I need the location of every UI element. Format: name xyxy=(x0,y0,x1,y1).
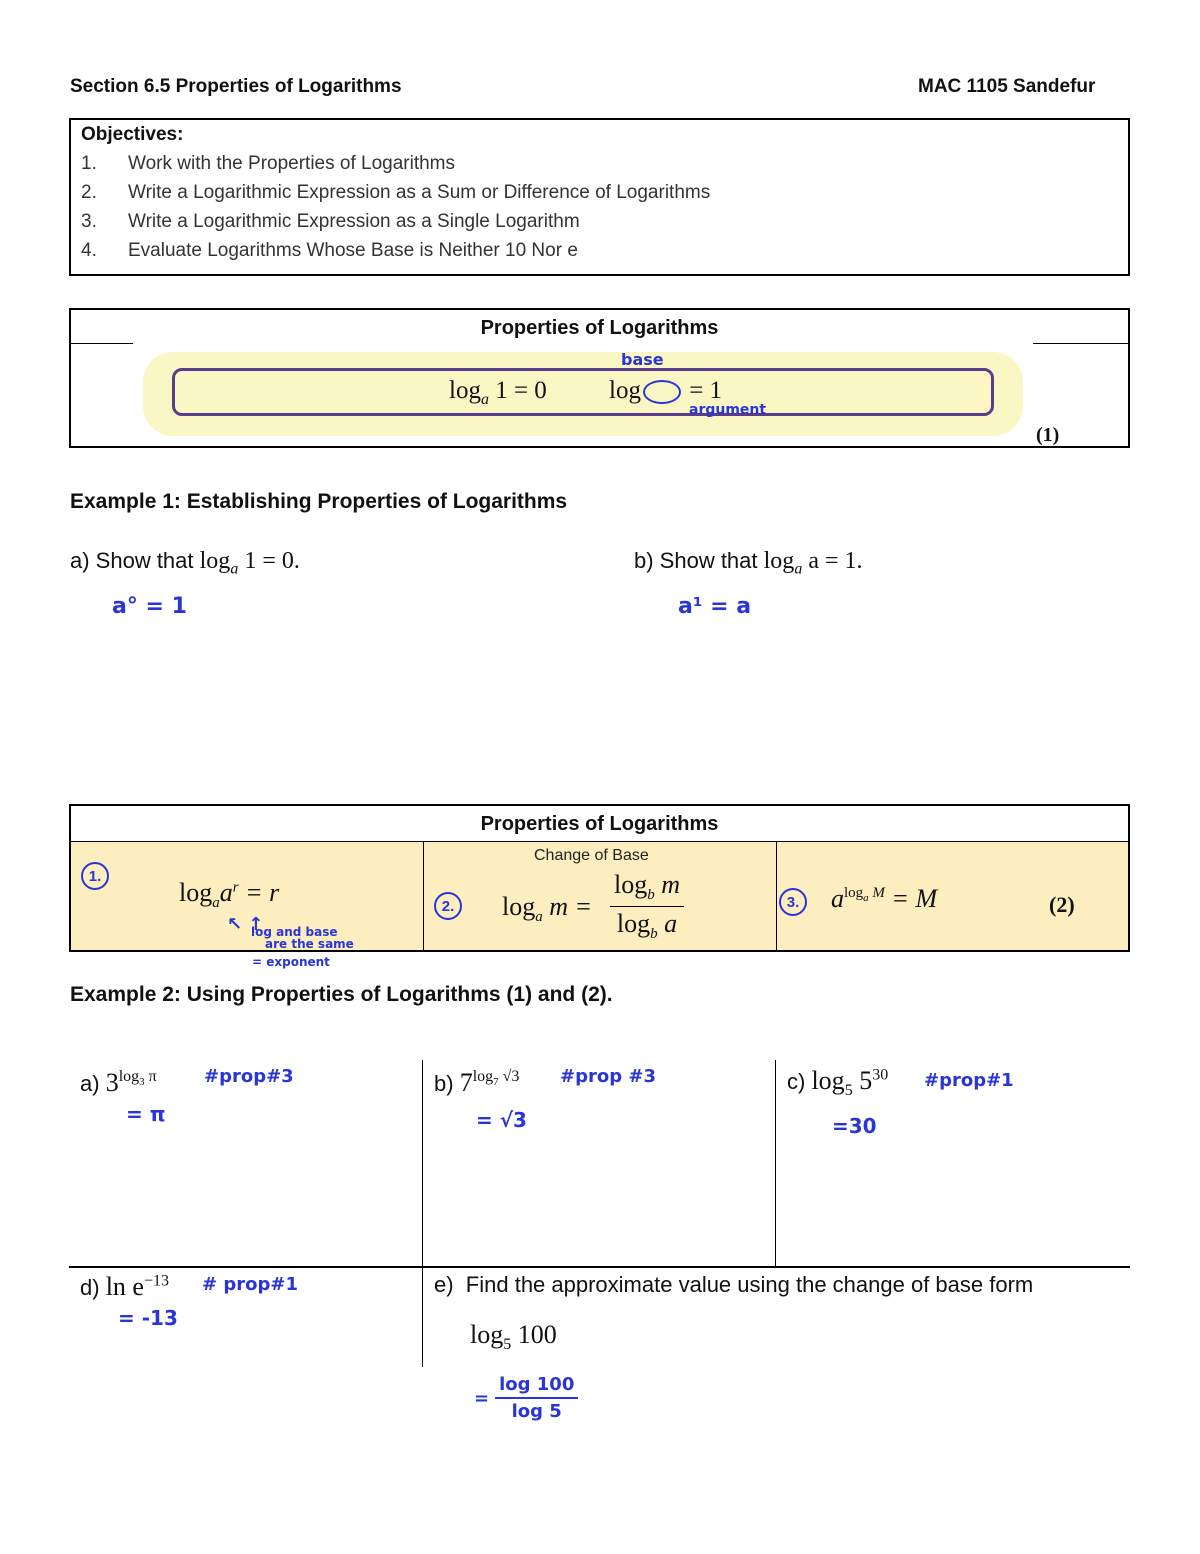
example-2e: e) Find the approximate value using the change of base form xyxy=(434,1272,1034,1297)
property-cell-2 xyxy=(424,842,777,950)
objective-number: 3. xyxy=(81,211,97,232)
grid-row-rule xyxy=(69,1266,1130,1268)
example-2c-answer: =30 xyxy=(832,1114,877,1138)
example-2c: c) $\log_5 5^{30}$ xyxy=(787,1066,889,1100)
properties-title: Properties of Logarithms xyxy=(480,317,719,339)
objective-item xyxy=(81,149,1118,178)
arrow-icon: ↖ ↑ xyxy=(227,914,264,935)
objective-number: 2. xyxy=(81,182,97,203)
equation-tag-1: (1) xyxy=(1036,424,1060,446)
identity-log-a: log = 1 xyxy=(609,377,723,404)
number-three-icon: 3. xyxy=(779,888,807,916)
objective-text: Write a Logarithmic Expression as a Single Logarithm xyxy=(128,211,580,232)
example-2d-note: # prop#1 xyxy=(202,1274,298,1295)
course-label: MAC 1105 Sandefur xyxy=(918,76,1096,97)
example-2d-answer: = -13 xyxy=(118,1306,178,1330)
identity-log-1: $\log_a 1 = 0$ xyxy=(449,377,547,408)
property-cell-1 xyxy=(71,842,424,950)
objective-number: 1. xyxy=(81,153,97,174)
example-1a: a) Show that $\log_a 1 = 0$. xyxy=(70,548,300,578)
example-2c-note: #prop#1 xyxy=(924,1070,1014,1091)
objective-item xyxy=(81,178,1118,207)
property-1-note: log and base are the same xyxy=(251,925,354,951)
objective-text: Work with the Properties of Logarithms xyxy=(128,153,456,174)
property-3-formula: $a^{log_a M} = M$ xyxy=(831,884,938,913)
example-2b: b) $7^{log_7 √3}$ xyxy=(434,1068,520,1097)
example-1b: b) Show that $\log_a a = 1$. xyxy=(634,548,863,578)
example-2a-answer: = π xyxy=(126,1102,166,1126)
objective-text: Write a Logarithmic Expression as a Sum or Difference of Logarithms xyxy=(128,182,711,203)
objective-item xyxy=(81,207,1118,236)
objectives-box xyxy=(69,118,1130,276)
example-2b-note: #prop #3 xyxy=(560,1066,656,1087)
properties-box-2 xyxy=(69,804,1130,952)
grid-divider-1 xyxy=(422,1060,423,1367)
rule-right xyxy=(1033,343,1128,344)
properties-box-1 xyxy=(69,308,1130,448)
example-1-title: Example 1: Establishing Properties of Logarithms xyxy=(70,490,568,513)
change-of-base-caption: Change of Base xyxy=(534,847,649,864)
objective-text: Evaluate Logarithms Whose Base is Neither 10 Nor e xyxy=(128,240,578,261)
example-2-title: Example 2: Using Properties of Logarithms (1) and (2). xyxy=(70,983,613,1006)
property-cell-3 xyxy=(777,842,1128,950)
properties-title-2: Properties of Logarithms xyxy=(480,813,719,835)
property-2-fraction: $\frac{\log_b m}{\log_b a}$ xyxy=(610,870,684,943)
example-1b-work: a¹ = a xyxy=(678,594,752,619)
property-2-lhs: $\log_a m$ = xyxy=(502,892,593,926)
property-1-note-exponent: = exponent xyxy=(252,955,330,969)
property-1-formula: $\log_aa^r = r$ xyxy=(179,878,280,912)
note-argument: argument xyxy=(689,402,767,418)
example-2b-answer: = √3 xyxy=(476,1108,527,1132)
objective-item xyxy=(81,236,1118,265)
objectives-list xyxy=(81,149,1118,265)
example-1a-work: a° = 1 xyxy=(112,594,187,619)
example-2a: a) $3^{log_3 \pi}$ xyxy=(80,1068,157,1097)
example-2d: d) $\ln e^{-13}$ xyxy=(80,1272,169,1301)
objective-number: 4. xyxy=(81,240,97,261)
number-one-icon: 1. xyxy=(81,862,109,890)
section-title: Section 6.5 Properties of Logarithms xyxy=(70,76,402,97)
grid-divider-2 xyxy=(775,1060,776,1267)
rule-left xyxy=(71,343,133,344)
example-2a-note: #prop#3 xyxy=(204,1066,294,1087)
equation-tag-2: (2) xyxy=(1049,892,1075,917)
example-2e-work: = $\frac{\log 100}{\log 5}$ xyxy=(474,1374,578,1422)
objectives-title: Objectives: xyxy=(81,124,184,145)
circle-mark xyxy=(643,380,681,404)
formula-frame xyxy=(172,368,994,416)
example-2e-expression: $\log_5 100$ xyxy=(470,1320,557,1354)
number-two-icon: 2. xyxy=(434,892,462,920)
note-base: base xyxy=(621,350,664,369)
